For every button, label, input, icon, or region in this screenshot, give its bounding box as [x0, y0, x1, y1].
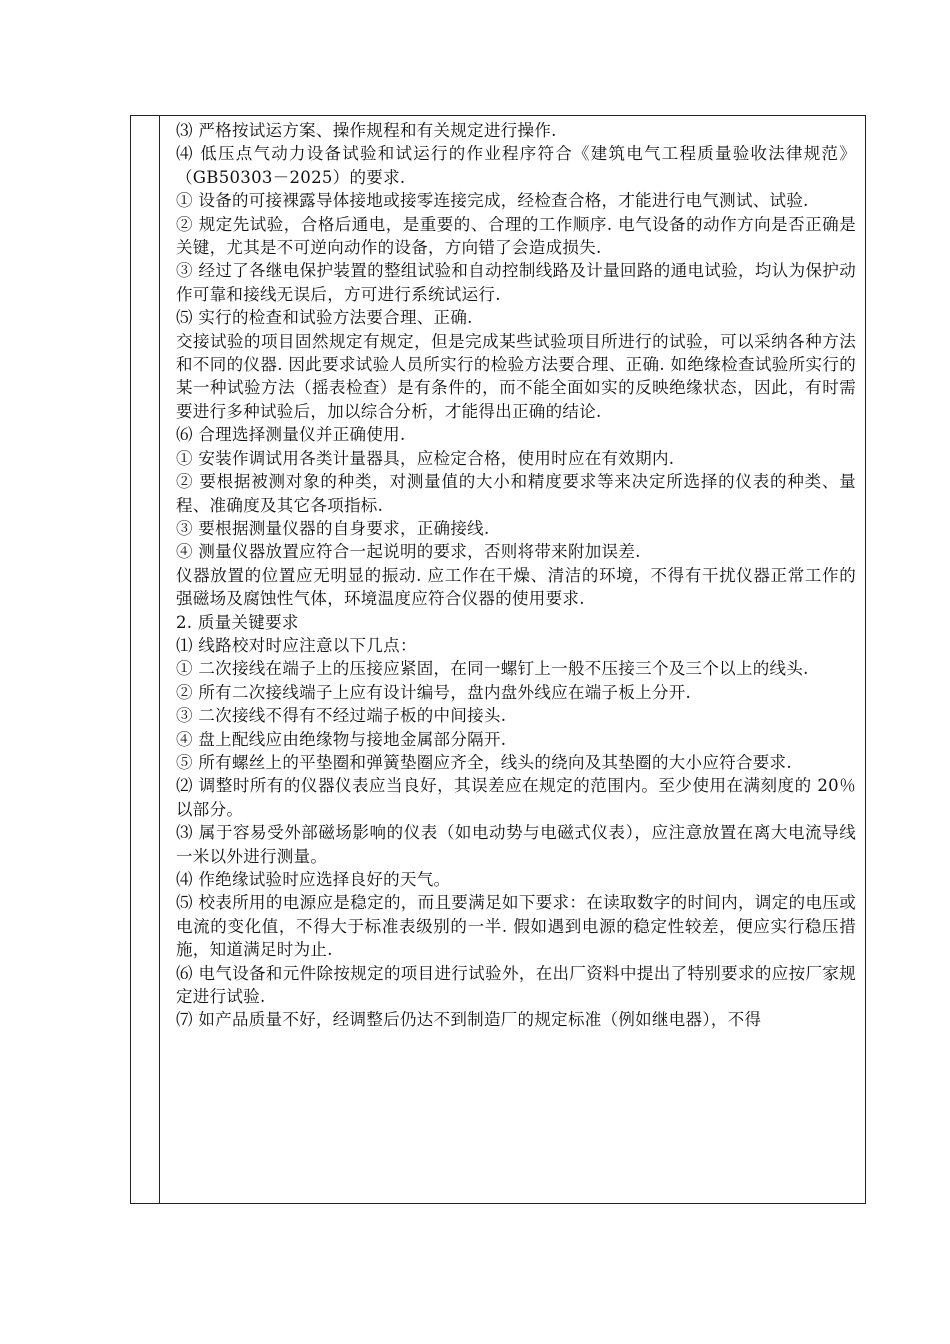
paragraph: 仪器放置的位置应无明显的振动. 应工作在干燥、清洁的环境，不得有干扰仪器正常工作的强磁场及腐蚀性气体，环境温度应符合仪器的使用要求. [176, 565, 856, 609]
paragraph: ⑶ 属于容易受外部磁场影响的仪表（如电动势与电磁式仪表），应注意放置在离大电流导线一米以外进行测量。 [176, 823, 856, 866]
paragraph: ③ 经过了各继电保护装置的整组试验和自动控制线路及计量回路的通电试验，均认为保护动作可靠和接线无误后，方可进行系统试运行. [176, 261, 856, 304]
paragraph: ⑤ 所有螺丝上的平垫圈和弹簧垫圈应齐全，线头的绕向及其垫圈的大小应符合要求. [176, 752, 792, 772]
paragraph: ② 所有二次接线端子上应有设计编号，盘内盘外线应在端子板上分开. [176, 682, 692, 702]
document-body [176, 119, 856, 1032]
paragraph: ④ 盘上配线应由绝缘物与接地金属部分隔开. [176, 729, 507, 749]
paragraph: ① 设备的可接裸露导体接地或接零连接完成，经检查合格，才能进行电气测试、试验. [176, 191, 809, 211]
paragraph: ① 安装作调试用各类计量器具，应检定合格，使用时应在有效期内. [176, 448, 675, 468]
paragraph: ② 规定先试验，合格后通电，是重要的、合理的工作顺序. 电气设备的动作方向是否正确是关键，尤其是不可逆向动作的设备，方向错了会造成损失. [176, 214, 856, 258]
paragraph: ⑸ 校表所用的电源应是稳定的，而且要满足如下要求：在读取数字的时间内，调定的电压或电流的变化值，不得大于标准表级别的一半. 假如遇到电源的稳定性较差，便应实行稳压措施，知道满足时为止. [176, 893, 856, 960]
paragraph: ③ 二次接线不得有不经过端子板的中间接头. [176, 706, 507, 726]
left-column-divider [159, 116, 160, 1203]
paragraph: ⑴ 线路校对时应注意以下几点： [176, 635, 417, 655]
paragraph: ④ 测量仪器放置应符合一起说明的要求，否则将带来附加误差. [176, 542, 641, 562]
paragraph: ⑷ 低压点气动力设备试验和试运行的作业程序符合《建筑电气工程质量验收法律规范》（GB50303－2025）的要求. [176, 144, 856, 187]
paragraph: ③ 要根据测量仪器的自身要求，正确接线. [176, 518, 490, 538]
paragraph: 交接试验的项目固然规定有规定，但是完成某些试验项目所进行的试验，可以采纳各种方法和不同的仪器. 因此要求试验人员所实行的检验方法要合理、正确. 如绝缘检查试验所实行的某一种试验方法（摇表检查）是有条件的，而不能全面如实的反映绝缘状态，因此，有时需要进行多种试验后，加以综合分析，才能得出正确的结论. [176, 331, 856, 421]
paragraph: ② 要根据被测对象的种类，对测量值的大小和精度要求等来决定所选择的仪表的种类、量程、准确度及其它各项指标. [176, 472, 856, 515]
paragraph: ⑷ 作绝缘试验时应选择良好的天气。 [176, 870, 451, 889]
section-heading: 2. 质量关键要求 [176, 612, 299, 632]
paragraph: ① 二次接线在端子上的压接应紧固，在同一螺钉上一般不压接三个及三个以上的线头. [176, 659, 809, 679]
paragraph: ⑹ 电气设备和元件除按规定的项目进行试验外，在出厂资料中提出了特别要求的应按厂家规定进行试验. [176, 963, 856, 1007]
table-cell-frame [130, 115, 866, 1204]
paragraph: ⑸ 实行的检查和试验方法要合理、正确. [176, 308, 473, 328]
paragraph: ⑵ 调整时所有的仪器仪表应当良好，其误差应在规定的范围内。至少使用在满刻度的 20％以部分。 [176, 776, 856, 819]
paragraph: ⑹ 合理选择测量仪并正确使用. [176, 425, 406, 445]
paragraph: ⑶ 严格按试运方案、操作规程和有关规定进行操作. [176, 121, 557, 140]
paragraph: ⑺ 如产品质量不好，经调整后仍达不到制造厂的规定标准（例如继电器），不得 [176, 1010, 762, 1030]
